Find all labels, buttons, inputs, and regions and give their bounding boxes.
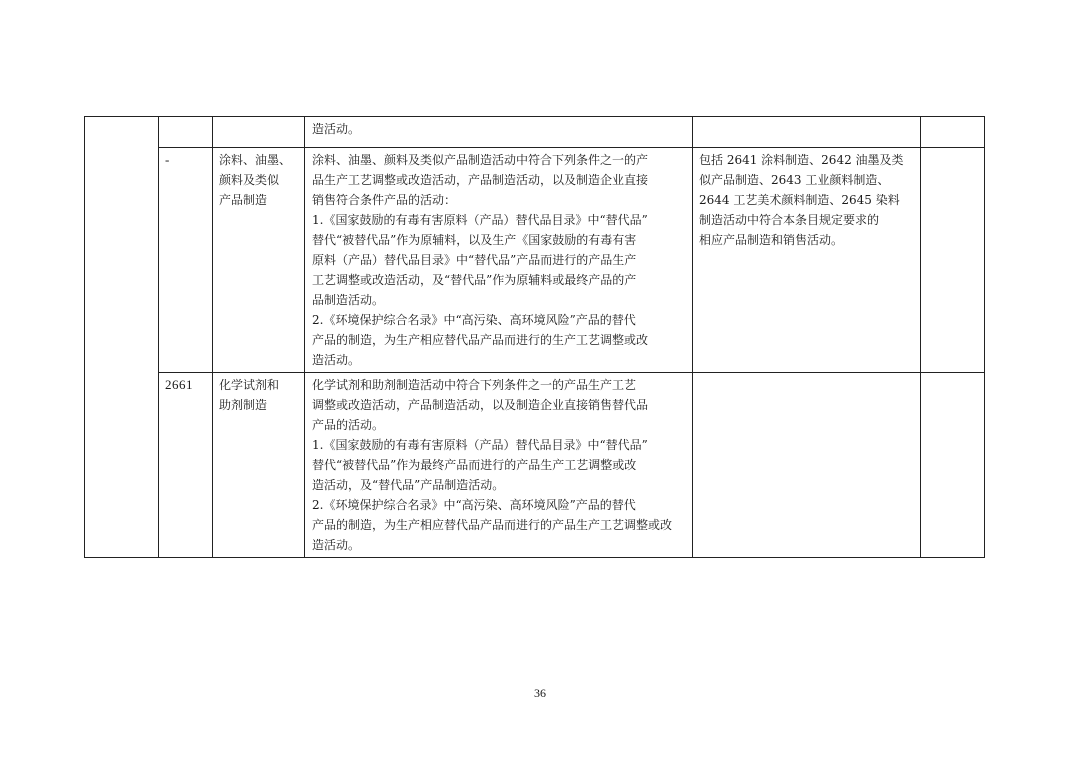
description-line: 涂料、油墨、颜料及类似产品制造活动中符合下列条件之一的产 <box>312 153 649 167</box>
description-line: 替代“被替代品”作为原辅料，以及生产《国家鼓励的有毒有害 <box>312 233 637 247</box>
name-line: 颜料及类似 <box>219 173 280 187</box>
name-cell <box>213 373 305 558</box>
table-row <box>85 117 985 148</box>
description-cell <box>305 373 693 558</box>
description-line: 2.《环境保护综合名录》中“高污染、高环境风险”产品的替代 <box>312 313 636 327</box>
classification-table <box>84 116 985 558</box>
description-line: 产品的制造，为生产相应替代品产品而进行的产品生产工艺调整或改 <box>312 518 673 532</box>
description-cell <box>305 117 693 148</box>
description-line: 品制造活动。 <box>312 293 385 307</box>
description-line: 品生产工艺调整或改造活动，产品制造活动，以及制造企业直接 <box>312 173 649 187</box>
note-cell <box>693 148 921 373</box>
note-line: 包括 2641 涂料制造、2642 油墨及类 <box>699 153 904 167</box>
note-line: 相应产品制造和销售活动。 <box>699 233 844 247</box>
table-row <box>85 148 985 373</box>
description-line: 工艺调整或改造活动，及“替代品”作为原辅料或最终产品的产 <box>312 273 637 287</box>
description-line: 1.《国家鼓励的有毒有害原料（产品）替代品目录》中“替代品” <box>312 438 648 452</box>
name-cell <box>213 148 305 373</box>
note-line: 2644 工艺美术颜料制造、2645 染料 <box>699 193 900 207</box>
note-cell <box>693 373 921 558</box>
code-cell: - <box>159 148 213 373</box>
name-line: 涂料、油墨、 <box>219 153 292 167</box>
description-line: 产品的活动。 <box>312 418 385 432</box>
category-cell <box>85 117 159 558</box>
description-line: 销售符合条件产品的活动： <box>312 193 457 207</box>
name-line: 产品制造 <box>219 193 268 207</box>
description-line: 1.《国家鼓励的有毒有害原料（产品）替代品目录》中“替代品” <box>312 213 648 227</box>
extra-cell <box>921 148 985 373</box>
description-line: 造活动，及“替代品”产品制造活动。 <box>312 478 505 492</box>
description-line: 原料（产品）替代品目录》中“替代品”产品而进行的产品生产 <box>312 253 637 267</box>
table-row <box>85 373 985 558</box>
extra-cell <box>921 117 985 148</box>
description-line: 替代“被替代品”作为最终产品而进行的产品生产工艺调整或改 <box>312 458 637 472</box>
note-line: 制造活动中符合本条目规定要求的 <box>699 213 880 227</box>
note-cell <box>693 117 921 148</box>
code-cell <box>159 117 213 148</box>
name-line: 化学试剂和 <box>219 378 280 392</box>
description-line: 造活动。 <box>312 353 361 367</box>
extra-cell <box>921 373 985 558</box>
note-line: 似产品制造、2643 工业颜料制造、 <box>699 173 890 187</box>
description-line: 化学试剂和助剂制造活动中符合下列条件之一的产品生产工艺 <box>312 378 637 392</box>
description-cell <box>305 148 693 373</box>
description-line: 造活动。 <box>312 538 361 552</box>
description-line: 产品的制造，为生产相应替代品产品而进行的生产工艺调整或改 <box>312 333 649 347</box>
page-number: 36 <box>534 686 546 700</box>
description-line: 造活动。 <box>312 122 361 136</box>
name-line: 助剂制造 <box>219 398 268 412</box>
description-line: 调整或改造活动，产品制造活动，以及制造企业直接销售替代品 <box>312 398 649 412</box>
name-cell <box>213 117 305 148</box>
description-line: 2.《环境保护综合名录》中“高污染、高环境风险”产品的替代 <box>312 498 636 512</box>
code-cell: 2661 <box>159 373 213 558</box>
